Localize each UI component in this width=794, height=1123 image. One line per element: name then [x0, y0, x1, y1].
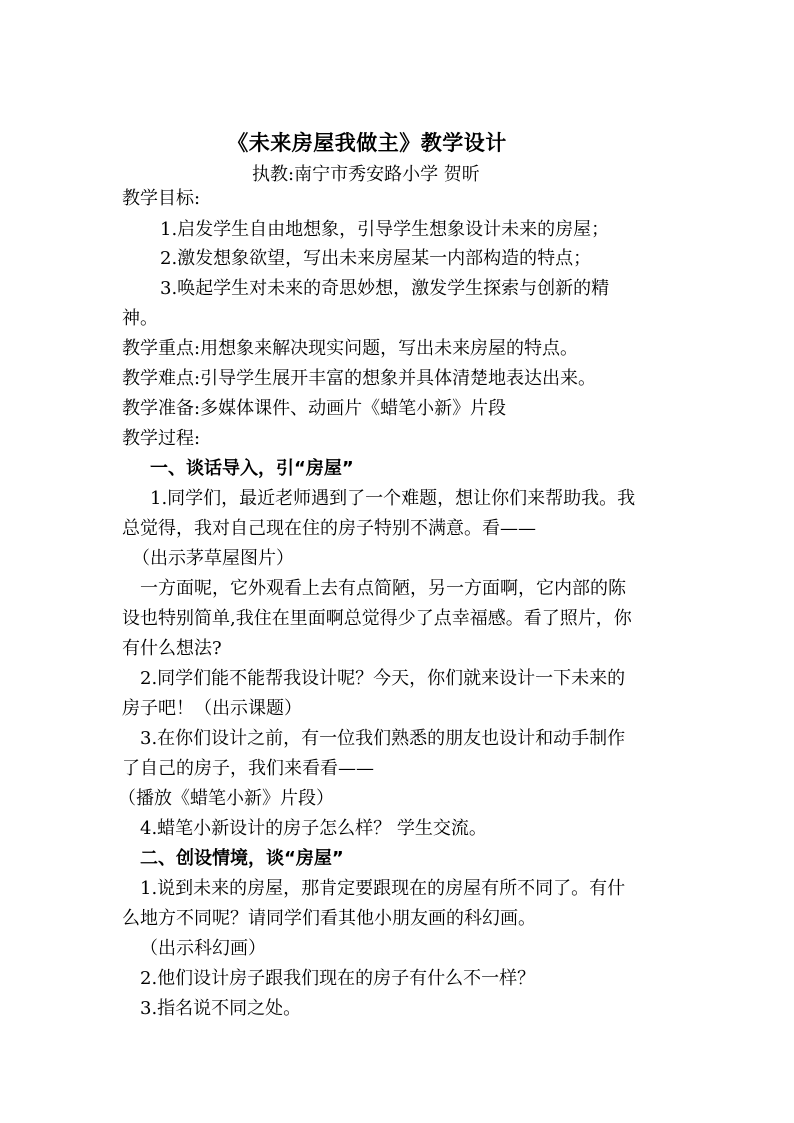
- section1-p4-line2: 了自己的房子，我们来看看——: [122, 758, 374, 779]
- section1-p1-line1: 1.同学们，最近老师遇到了一个难题，想让你们来帮助我。我: [150, 488, 636, 509]
- section1-p4-line1: 3.在你们设计之前，有一位我们熟悉的朋友也设计和动手制作: [140, 728, 626, 749]
- section2-p1-line3: （出示科幻画）: [140, 938, 266, 959]
- section2-p2: 2.他们设计房子跟我们现在的房子有什么不一样？: [140, 968, 536, 989]
- key-point: 教学重点:用想象来解决现实问题，写出未来房屋的特点。: [122, 338, 579, 359]
- process-heading: 教学过程:: [122, 428, 201, 449]
- document-title: 《未来房屋我做主》教学设计: [227, 131, 507, 155]
- section2-p1-line2: 么地方不同呢？请同学们看其他小朋友画的科幻画。: [122, 908, 536, 929]
- section1-p3-line1: 2.同学们能不能帮我设计呢？今天，你们就来设计一下未来的: [140, 668, 626, 689]
- section1-heading: 一、谈话导入，引“房屋”: [150, 458, 354, 479]
- preparation: 教学准备:多媒体课件、动画片《蜡笔小新》片段: [122, 398, 507, 419]
- section1-p2-line3: 有什么想法?: [122, 638, 222, 659]
- objective-3-line2: 神。: [122, 308, 158, 329]
- objective-3-line1: 3.唤起学生对未来的奇思妙想，激发学生探索与创新的精: [160, 278, 610, 299]
- section1-p1-line3: （出示茅草屋图片）: [132, 548, 294, 569]
- objective-2: 2.激发想象欲望，写出未来房屋某一内部构造的特点；: [160, 248, 592, 269]
- section2-heading: 二、创设情境，谈“房屋”: [140, 848, 344, 869]
- difficulty: 教学难点:引导学生展开丰富的想象并具体清楚地表达出来。: [122, 368, 597, 389]
- section1-p2-line2: 设也特别简单,我住在里面啊总觉得少了点幸福感。看了照片，你: [122, 608, 632, 629]
- section1-p1-line2: 总觉得，我对自己现在住的房子特别不满意。看——: [122, 518, 536, 539]
- section1-p2-line1: 一方面呢，它外观看上去有点简陋，另一方面啊，它内部的陈: [140, 578, 626, 599]
- section1-p3-line2: 房子吧！（出示课题）: [122, 698, 302, 719]
- section1-p4-line3: （播放《蜡笔小新》片段）: [118, 788, 334, 809]
- section1-p5: 4.蜡笔小新设计的房子怎么样？ 学生交流。: [140, 818, 487, 839]
- objective-1: 1.启发学生自由地想象，引导学生想象设计未来的房屋；: [160, 219, 610, 240]
- section2-p1-line1: 1.说到未来的房屋，那肯定要跟现在的房屋有所不同了。有什: [140, 878, 626, 899]
- section2-p3: 3.指名说不同之处。: [140, 998, 302, 1019]
- objectives-heading: 教学目标:: [122, 188, 201, 209]
- author-line: 执教:南宁市秀安路小学 贺昕: [252, 164, 480, 185]
